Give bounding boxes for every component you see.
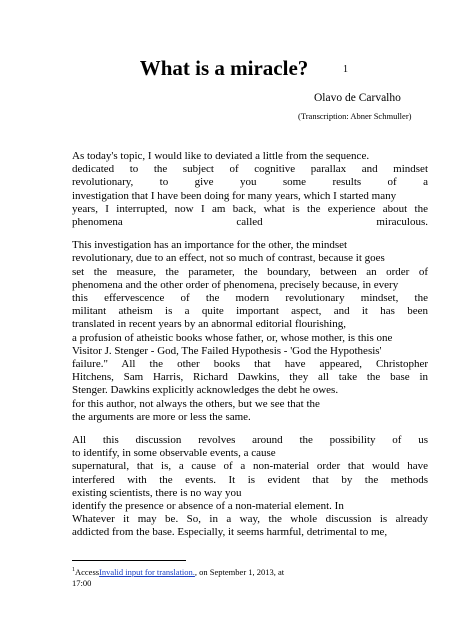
text-line: revolutionary, to give you some results of a xyxy=(72,176,428,189)
footnote xyxy=(72,565,332,589)
footnote-link[interactable]: Invalid input for translation. xyxy=(99,566,195,577)
text-line: identify the presence or absence of a non-material element. In xyxy=(72,500,344,513)
text-line: for this author, not always the others, but we see that the xyxy=(72,397,320,410)
text-line: existing scientists, there is no way you xyxy=(72,486,242,499)
text-line: As today's topic, I would like to deviated a little from the sequence. xyxy=(72,150,370,162)
text-line: Whatever it may be. So, in a way, the whole discussion is already xyxy=(72,513,428,526)
text-line: a profusion of atheistic books whose father, or, whose mother, is this one xyxy=(72,331,393,344)
paragraph xyxy=(72,434,428,540)
text-line: this effervescence of the modern revolutionary mindset, the xyxy=(72,292,428,305)
paragraph xyxy=(72,239,428,424)
author-name: Olavo de Carvalho xyxy=(314,92,401,104)
footnote-time: 17:00 xyxy=(72,577,92,588)
text-line: militant atheism is a quite important aspect, and it has been xyxy=(72,305,428,318)
text-line: All this discussion revolves around the possibility of us xyxy=(72,434,428,447)
text-line: addicted from the base. Especially, it seems harmful, detrimental to me, xyxy=(72,526,388,539)
text-line: Stenger. Dawkins explicitly acknowledges the debt he owes. xyxy=(72,384,339,397)
text-line: Visitor J. Stenger - God, The Failed Hypothesis - 'God the Hypothesis' xyxy=(72,344,382,357)
paragraph xyxy=(72,150,428,229)
title-text: What is a miracle? xyxy=(139,56,309,80)
document-body xyxy=(72,150,428,550)
document-title xyxy=(0,56,474,81)
text-line: dedicated to the subject of cognitive parallax and mindset xyxy=(72,163,428,176)
text-line: to identify, in some observable events, a cause xyxy=(72,447,276,460)
footnote-reference[interactable]: 1 xyxy=(343,64,348,75)
text-line: translated in recent years by an abnormal editorial flourishing, xyxy=(72,318,346,331)
text-line: This investigation has an importance for the other, the mindset xyxy=(72,239,348,252)
text-line: interfered with the events. It is evident that by the methods xyxy=(72,473,428,486)
footnote-prefix: Access xyxy=(75,566,100,577)
transcription-credit: (Transcription: Abner Schmuller) xyxy=(298,111,412,121)
footnote-marker: 1 xyxy=(72,567,75,573)
footnote-suffix: , on September 1, 2013, at xyxy=(194,566,285,577)
footnote-divider xyxy=(72,560,186,561)
text-line: the arguments are more or less the same. xyxy=(72,410,251,423)
text-line: years, I interrupted, now I am back, what is the experience about the xyxy=(72,202,428,215)
text-line: phenomena and the other order of phenomena, precisely because, in every xyxy=(72,278,399,291)
text-line: Hitchens, Sam Harris, Richard Dawkins, they all take the base in xyxy=(72,371,428,384)
text-line: set the measure, the parameter, the boundary, between an order of xyxy=(72,265,428,278)
text-line: phenomena called miraculous. xyxy=(72,216,428,229)
text-line: revolutionary, due to an effect, not so much of contrast, because it goes xyxy=(72,252,385,265)
text-line: investigation that I have been doing for many years, which I started many xyxy=(72,189,397,202)
text-line: failure." All the other books that have appeared, Christopher xyxy=(72,358,428,371)
text-line: supernatural, that is, a cause of a non-material order that would have xyxy=(72,460,428,473)
